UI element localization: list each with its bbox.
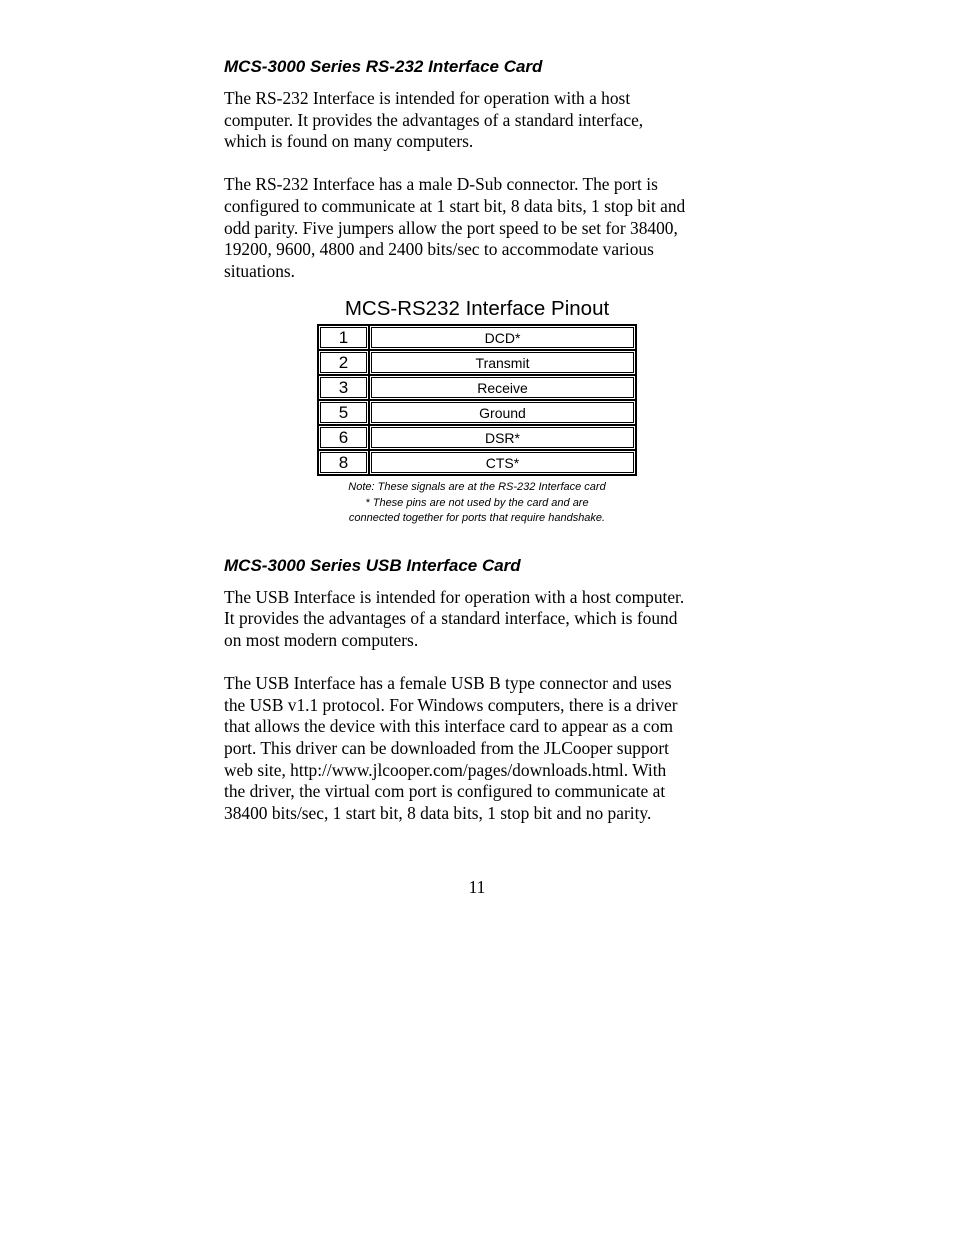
rs232-section-heading: MCS-3000 Series RS-232 Interface Card — [224, 57, 543, 76]
pinout-table — [317, 324, 637, 476]
rs232-details-paragraph: The RS-232 Interface has a male D-Sub connector. The port is configured to communicate at 1 start bit, 8 data bits, 1 stop bit and odd parity. Five jumpers allow the port speed to be set for 38400, 19200, 9600, 4800 and 2400 bits/sec to accommodate various situations. — [224, 174, 686, 281]
pin-number: 8 — [318, 450, 369, 475]
pinout-note-line: Note: These signals are at the RS-232 Interface card — [348, 481, 606, 494]
pin-signal: DCD* — [369, 325, 636, 350]
pin-signal: Receive — [369, 375, 636, 400]
pin-signal: CTS* — [369, 450, 636, 475]
table-row — [318, 350, 636, 375]
table-row — [318, 400, 636, 425]
pinout-note — [317, 480, 637, 527]
pin-number: 2 — [318, 350, 369, 375]
pin-signal: DSR* — [369, 425, 636, 450]
usb-section-heading: MCS-3000 Series USB Interface Card — [224, 555, 521, 575]
page-number: 11 — [468, 877, 486, 897]
pin-signal: Ground — [369, 400, 636, 425]
table-row — [318, 450, 636, 475]
usb-intro-paragraph: The USB Interface is intended for operation with a host computer. It provides the advantages of a standard interface, which is found on most modern computers. — [224, 586, 685, 651]
pin-signal: Transmit — [369, 350, 636, 375]
page-content — [224, 54, 724, 824]
pin-number: 3 — [318, 375, 369, 400]
table-row — [318, 325, 636, 350]
usb-details-paragraph: The USB Interface has a female USB B type connector and uses the USB v1.1 protocol. For Windows computers, there is a driver that allows the device with this interface card to appear as a com port. This driver can be downloaded from the JLCooper support web site, http://www.jlcooper.com/pages/downloads.html. With the driver, the virtual com port is configured to communicate at 38400 bits/sec, 1 start bit, 8 data bits, 1 stop bit and no parity. — [224, 673, 678, 823]
pin-number: 1 — [318, 325, 369, 350]
table-row — [318, 425, 636, 450]
pinout-note-line: connected together for ports that require handshake. — [348, 512, 606, 525]
table-row — [318, 375, 636, 400]
rs232-intro-paragraph: The RS-232 Interface is intended for operation with a host computer. It provides the advantages of a standard interface, which is found on many computers. — [224, 88, 644, 152]
pinout-title: MCS-RS232 Interface Pinout — [344, 297, 610, 321]
pin-number: 5 — [318, 400, 369, 425]
pinout-figure — [317, 296, 637, 527]
pin-number: 6 — [318, 425, 369, 450]
pinout-note-line: * These pins are not used by the card and are — [365, 496, 589, 509]
